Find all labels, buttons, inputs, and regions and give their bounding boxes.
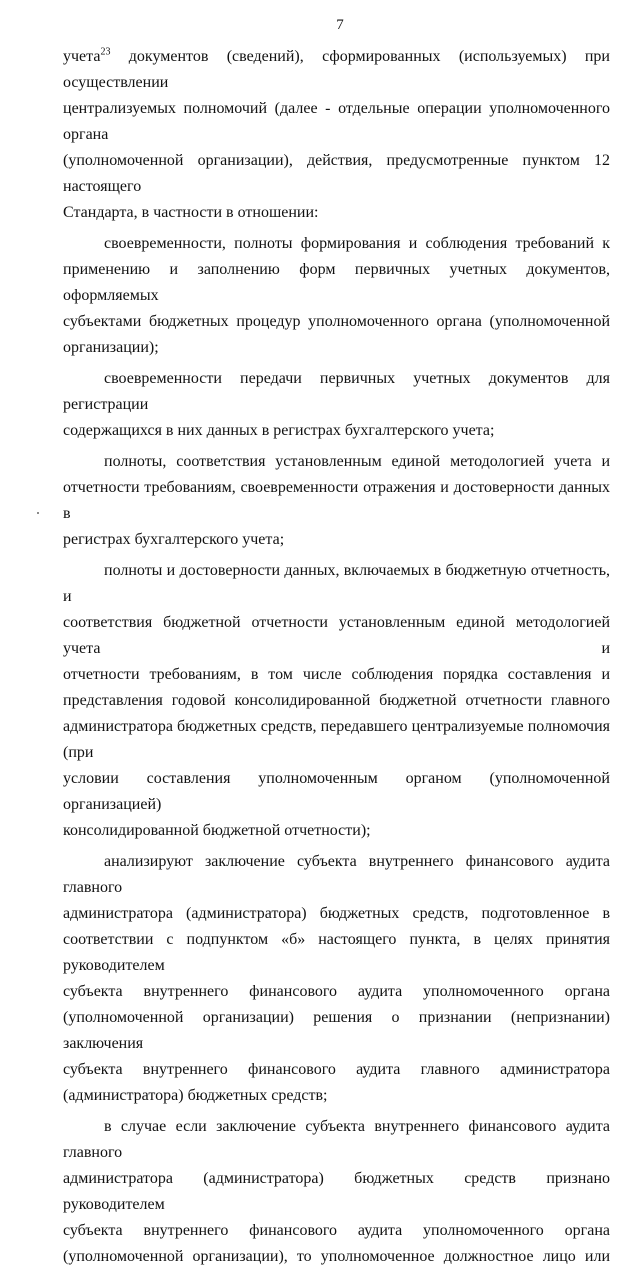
scan-speck [37,512,39,514]
text-line: в случае если заключение субъекта внутреннего финансового аудита главного [63,1118,610,1161]
footnote-ref: 23 [100,46,111,58]
text-line: администратора бюджетных средств, передавшего централизуемые полномочия (при [63,718,610,761]
text-line: применению и заполнению форм первичных учетных документов, оформляемых [63,261,610,304]
text-line: отчетности требованиям, своевременности отражения и достоверности данных в [63,479,610,522]
text-line: субъектами бюджетных процедур уполномоченного органа (уполномоченной [63,313,610,330]
document-body [63,44,610,1270]
paragraph-1 [63,44,610,226]
text-line: отчетности требованиям, в том числе соблюдения порядка составления и [63,666,610,683]
text-line: представления годовой консолидированной бюджетной отчетности главного [63,692,610,709]
paragraph-5 [63,558,610,844]
text-line: регистрах бухгалтерского учета; [63,531,285,548]
text-span: документов (сведений), сформированных (используемых) при осуществлении [63,48,610,91]
text-line: (уполномоченной организации) решения о признании (непризнании) заключения [63,1009,610,1052]
text-line: централизуемых полномочий (далее - отдельные операции уполномоченного органа [63,100,610,143]
text-line: соответствии с подпунктом «б» настоящего пункта, в целях принятия руководителем [63,931,610,974]
text-line: субъекта внутреннего финансового аудита уполномоченного органа [63,983,610,1000]
page-number: 7 [336,17,344,33]
paragraph-6 [63,849,610,1109]
text-line: (уполномоченной организации), то уполномоченное должностное лицо или [63,1248,610,1265]
text-line: содержащихся в них данных в регистрах бухгалтерского учета; [63,422,495,439]
text-span: учета [63,48,101,65]
text-line: субъекта внутреннего финансового аудита уполномоченного органа [63,1222,610,1239]
paragraph-3 [63,366,610,444]
text-line: анализируют заключение субъекта внутреннего финансового аудита главного [63,853,610,896]
text-line: субъекта внутреннего финансового аудита главного администратора [63,1061,610,1078]
text-line: полноты и достоверности данных, включаемых в бюджетную отчетность, и [63,562,610,605]
text-line [63,44,610,96]
paragraph-7 [63,1114,610,1270]
text-line: администратора (администратора) бюджетных средств, подготовленное в [63,905,610,922]
text-line: соответствия бюджетной отчетности установленным единой методологией учета и [63,614,610,657]
text-line: полноты, соответствия установленным единой методологией учета и [104,453,610,470]
paragraph-2 [63,231,610,361]
text-line: своевременности передачи первичных учетных документов для регистрации [63,370,610,413]
text-line: условии составления уполномоченным органом (уполномоченной организацией) [63,770,610,813]
text-line: консолидированной бюджетной отчетности); [63,822,371,839]
text-line: (уполномоченной организации), действия, предусмотренные пунктом 12 настоящего [63,152,610,195]
text-line: своевременности, полноты формирования и соблюдения требований к [104,235,610,252]
text-line: администратора (администратора) бюджетных средств признано руководителем [63,1170,610,1213]
text-line: организации); [63,339,159,356]
text-line: (администратора) бюджетных средств; [63,1087,328,1104]
paragraph-4 [63,449,610,553]
text-line: Стандарта, в частности в отношении: [63,204,319,221]
